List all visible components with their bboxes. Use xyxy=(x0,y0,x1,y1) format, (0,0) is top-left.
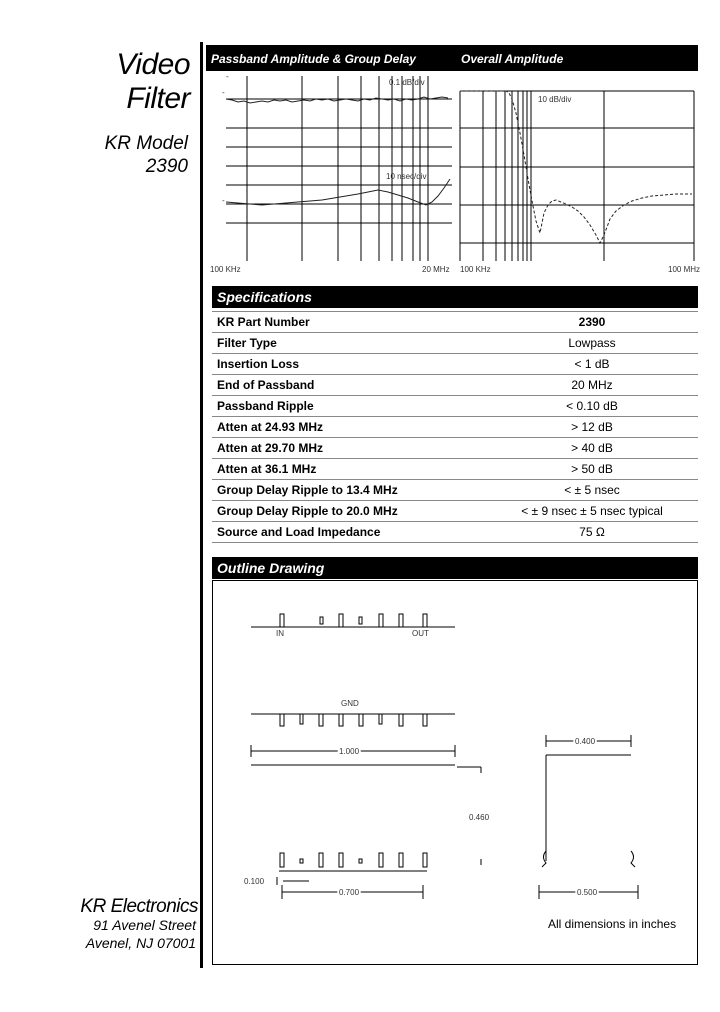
spec-label: Group Delay Ripple to 20.0 MHz xyxy=(212,501,486,522)
specifications-title: Specifications xyxy=(217,289,312,305)
spec-value: 75 Ω xyxy=(486,522,698,543)
side-view-pins xyxy=(280,714,427,726)
spec-label: Source and Load Impedance xyxy=(212,522,486,543)
pin xyxy=(320,617,323,624)
spec-row xyxy=(212,501,698,522)
pin xyxy=(359,714,363,726)
overall-x-start: 100 KHz xyxy=(460,265,491,274)
pin xyxy=(339,714,343,726)
spec-value: < 1 dB xyxy=(486,354,698,375)
bottom-view-pins xyxy=(280,853,427,867)
spec-label: Atten at 36.1 MHz xyxy=(212,459,486,480)
spec-row xyxy=(212,417,698,438)
pin xyxy=(280,614,284,627)
marker-tick: - xyxy=(222,88,225,97)
product-title-line2: Filter xyxy=(126,82,190,115)
spec-label: Filter Type xyxy=(212,333,486,354)
spec-row xyxy=(212,375,698,396)
pin xyxy=(423,614,427,627)
pin xyxy=(399,614,403,627)
model-label: KR Model xyxy=(104,133,188,154)
lead-width-dim-label: 0.500 xyxy=(577,888,598,897)
company-street: 91 Avenel Street xyxy=(93,917,196,933)
pin xyxy=(300,714,303,724)
overall-graph-svg xyxy=(456,71,701,276)
spec-row xyxy=(212,480,698,501)
spec-row xyxy=(212,396,698,417)
pin xyxy=(423,714,427,726)
overall-graph xyxy=(456,71,701,276)
company-city: Avenel, NJ 07001 xyxy=(85,935,196,951)
spec-label: Group Delay Ripple to 13.4 MHz xyxy=(212,480,486,501)
passband-x-end: 20 MHz xyxy=(422,265,450,274)
spec-value: 20 MHz xyxy=(486,375,698,396)
pin xyxy=(379,614,383,627)
specifications-table xyxy=(212,311,698,543)
pin xyxy=(359,617,362,624)
pin xyxy=(379,853,383,867)
marker-tick: - xyxy=(222,196,225,205)
outline-drawing-svg xyxy=(213,581,699,966)
overall-graph-title: Overall Amplitude xyxy=(461,52,564,66)
spec-value: > 50 dB xyxy=(486,459,698,480)
spec-value: 2390 xyxy=(486,312,698,333)
overall-x-end: 100 MHz xyxy=(668,265,701,274)
spec-label: KR Part Number xyxy=(212,312,486,333)
spec-value: > 12 dB xyxy=(486,417,698,438)
outline-title: Outline Drawing xyxy=(217,560,325,576)
pitch-dim-label: 0.100 xyxy=(244,877,265,886)
amplitude-trace xyxy=(226,97,448,103)
pin xyxy=(399,714,403,726)
spec-value: Lowpass xyxy=(486,333,698,354)
passband-graph xyxy=(208,71,452,276)
spec-row xyxy=(212,459,698,480)
outline-header xyxy=(212,557,698,579)
marker-tick: - xyxy=(226,72,229,81)
outline-drawing xyxy=(212,580,698,965)
spec-value: < ± 9 nsec ± 5 nsec typical xyxy=(486,501,698,522)
end-view-left-lead xyxy=(542,851,546,867)
vertical-divider xyxy=(200,42,203,968)
width-dim-label: 0.400 xyxy=(575,737,596,746)
spec-label: Insertion Loss xyxy=(212,354,486,375)
spec-header-row xyxy=(212,312,698,333)
graphs-header xyxy=(206,45,698,71)
pin-span-dim-label: 0.700 xyxy=(339,888,360,897)
spec-row xyxy=(212,438,698,459)
spec-label: Atten at 24.93 MHz xyxy=(212,417,486,438)
pin xyxy=(339,853,343,867)
spec-label: Passband Ripple xyxy=(212,396,486,417)
overall-amp-scale: 10 dB/div xyxy=(538,95,572,104)
model-number: 2390 xyxy=(145,156,188,177)
product-title-line1: Video xyxy=(116,48,190,81)
pin xyxy=(280,853,284,867)
passband-delay-scale: 10 nsec/div xyxy=(386,172,427,181)
dimensions-note: All dimensions in inches xyxy=(548,917,677,931)
passband-amp-scale: 0.1 dB/div xyxy=(389,78,425,87)
spec-row xyxy=(212,333,698,354)
gnd-label: GND xyxy=(341,699,359,708)
pin xyxy=(339,614,343,627)
pin xyxy=(300,859,303,863)
company-name: KR Electronics xyxy=(80,896,198,917)
spec-value: < 0.10 dB xyxy=(486,396,698,417)
pin xyxy=(359,859,362,863)
out-label: OUT xyxy=(412,629,429,638)
pin xyxy=(319,853,323,867)
pin xyxy=(399,853,403,867)
pin xyxy=(423,853,427,867)
spec-row xyxy=(212,522,698,543)
height-dim-label: 0.460 xyxy=(469,813,490,822)
pin xyxy=(280,714,284,726)
spec-label: End of Passband xyxy=(212,375,486,396)
length-dim-label: 1.000 xyxy=(339,747,360,756)
in-label: IN xyxy=(276,629,284,638)
pin xyxy=(319,714,323,726)
top-view-pins xyxy=(280,614,427,627)
spec-value: < ± 5 nsec xyxy=(486,480,698,501)
passband-graph-title: Passband Amplitude & Group Delay xyxy=(211,52,416,66)
end-view-right-lead xyxy=(631,851,635,867)
specifications-header xyxy=(212,286,698,308)
spec-label: Atten at 29.70 MHz xyxy=(212,438,486,459)
spec-value: > 40 dB xyxy=(486,438,698,459)
pin xyxy=(379,714,382,724)
spec-row xyxy=(212,354,698,375)
passband-x-start: 100 KHz xyxy=(210,265,241,274)
